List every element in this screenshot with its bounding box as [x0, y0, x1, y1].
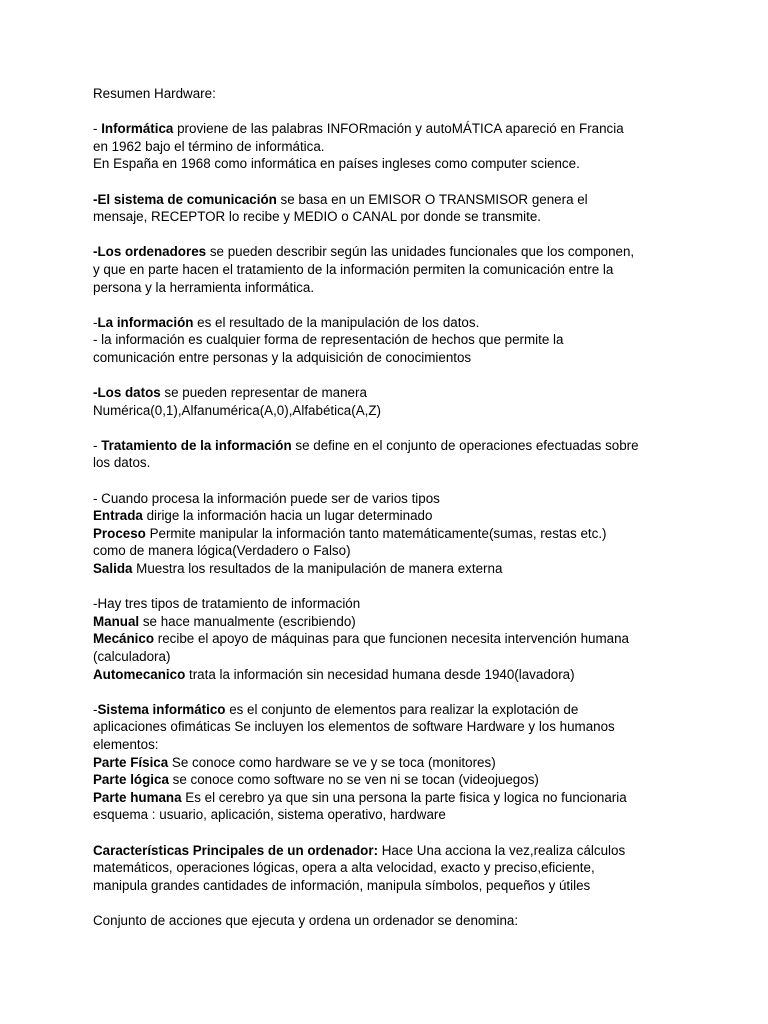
text-line: [93, 507, 733, 525]
paragraph-spacer: [93, 824, 733, 842]
text-line: [93, 595, 733, 613]
paragraph-spacer: [93, 367, 733, 385]
text-line: [93, 490, 733, 508]
document-body: [93, 103, 733, 930]
text-line: [93, 314, 733, 332]
text-run: se conoce como software no se ven ni se tocan (videojuegos): [168, 772, 539, 788]
text-run: En España en 1968 como informática en países ingleses como computer science.: [93, 156, 580, 172]
text-line: [93, 525, 733, 543]
text-line: [93, 666, 733, 684]
text-line: [93, 279, 733, 297]
text-run: manipula grandes cantidades de información, manipula símbolos, pequeños y útiles: [93, 877, 591, 893]
bold-term: Manual: [93, 613, 140, 629]
paragraph: [93, 120, 733, 173]
paragraph-spacer: [93, 683, 733, 701]
text-run: -: [93, 701, 98, 717]
text-line: [93, 912, 733, 930]
text-line: [93, 331, 733, 349]
text-line: [93, 789, 733, 807]
text-run: Conjunto de acciones que ejecuta y ordena un ordenador se denomina:: [93, 912, 519, 928]
text-line: [93, 613, 733, 631]
text-run: recibe el apoyo de máquinas para que funcionen necesita intervención humana: [154, 631, 629, 647]
text-line: [93, 736, 733, 754]
text-run: Hace Una acciona la vez,realiza cálculos: [378, 842, 626, 858]
paragraph: [93, 842, 733, 895]
bold-term: Tratamiento de la información: [101, 437, 292, 453]
text-line: [93, 701, 733, 719]
text-run: Es el cerebro ya que sin una persona la parte fisica y logica no funcionaria: [181, 789, 627, 805]
text-run: elementos:: [93, 736, 159, 752]
paragraph: [93, 912, 733, 930]
text-run: esquema : usuario, aplicación, sistema operativo, hardware: [93, 807, 446, 823]
text-run: se basa en un EMISOR O TRANSMISOR genera el: [276, 191, 588, 207]
paragraph: [93, 490, 733, 578]
text-line: [93, 155, 733, 173]
text-line: [93, 754, 733, 772]
text-line: [93, 191, 733, 209]
text-run: como de manera lógica(Verdadero o Falso): [93, 543, 351, 559]
paragraph-spacer: [93, 472, 733, 490]
paragraph: [93, 314, 733, 367]
text-run: trata la información sin necesidad humana desde 1940(lavadora): [185, 666, 575, 682]
text-line: [93, 542, 733, 560]
text-run: Numérica(0,1),Alfanumérica(A,0),Alfabética(A,Z): [93, 402, 381, 418]
paragraph-spacer: [93, 578, 733, 596]
bold-term: Automecanico: [93, 666, 186, 682]
text-line: [93, 648, 733, 666]
text-run: mensaje, RECEPTOR lo recibe y MEDIO o CANAL por donde se transmite.: [93, 209, 542, 225]
text-line: [93, 138, 733, 156]
document-title: Resumen Hardware:: [93, 86, 216, 101]
text-line: [93, 384, 733, 402]
text-run: Se conoce como hardware se ve y se toca (monitores): [168, 754, 496, 770]
text-run: se pueden describir según las unidades funcionales que los componen,: [206, 244, 635, 260]
paragraph: [93, 595, 733, 683]
text-run: proviene de las palabras INFORmación y autoMÁTICA apareció en Francia: [173, 121, 624, 137]
text-run: - la información es cualquier forma de representación de hechos que permite la: [93, 332, 564, 348]
bold-term: Proceso: [93, 525, 146, 541]
text-run: - Cuando procesa la información puede ser de varios tipos: [93, 490, 440, 506]
paragraph: [93, 191, 733, 226]
bold-term: Mecánico: [93, 631, 155, 647]
bold-term: Parte lógica: [93, 772, 169, 788]
bold-term: Características Principales de un ordenador:: [93, 842, 379, 858]
text-line: [93, 437, 733, 455]
paragraph-spacer: [93, 894, 733, 912]
bold-term: -Los datos: [93, 385, 161, 401]
text-line: [93, 806, 733, 824]
text-line: [93, 877, 733, 895]
document-page: [93, 85, 733, 930]
text-line: [93, 718, 733, 736]
text-run: se define en el conjunto de operaciones efectuadas sobre: [291, 437, 639, 453]
paragraph: [93, 243, 733, 296]
text-line: [93, 402, 733, 420]
text-line: [93, 859, 733, 877]
text-run: (calculadora): [93, 649, 171, 664]
bold-term: La información: [97, 314, 194, 330]
text-line: [93, 630, 733, 648]
text-line: [93, 349, 733, 367]
text-run: -: [93, 314, 98, 330]
bold-term: Parte humana: [93, 789, 182, 805]
bold-term: Sistema informático: [97, 701, 226, 717]
bold-term: Salida: [93, 561, 133, 577]
text-run: y que en parte hacen el tratamiento de la información permiten la comunicación entre la: [93, 261, 614, 277]
paragraph-spacer: [93, 103, 733, 121]
text-run: se pueden representar de manera: [160, 385, 367, 401]
text-run: en 1962 bajo el término de informática.: [93, 138, 325, 154]
text-line: [93, 120, 733, 138]
text-run: es el conjunto de elementos para realizar la explotación de: [225, 701, 579, 717]
paragraph-spacer: [93, 173, 733, 191]
text-run: -: [93, 437, 102, 453]
paragraph-spacer: [93, 296, 733, 314]
text-line: [93, 208, 733, 226]
text-run: se hace manualmente (escribiendo): [139, 613, 356, 629]
bold-term: Entrada: [93, 508, 143, 524]
text-run: Permite manipular la información tanto matemáticamente(sumas, restas etc.): [145, 525, 607, 541]
paragraph-spacer: [93, 226, 733, 244]
paragraph: [93, 437, 733, 472]
text-line: [93, 261, 733, 279]
bold-term: Informática: [101, 121, 174, 137]
paragraph: [93, 384, 733, 419]
bold-term: -Los ordenadores: [93, 244, 207, 260]
text-line: [93, 771, 733, 789]
text-run: -: [93, 121, 102, 137]
text-run: -Hay tres tipos de tratamiento de información: [93, 596, 361, 612]
text-run: es el resultado de la manipulación de los datos.: [193, 314, 480, 330]
text-run: comunicación entre personas y la adquisición de conocimientos: [93, 349, 472, 365]
text-run: matemáticos, operaciones lógicas, opera a alta velocidad, exacto y preciso,eficiente,: [93, 860, 595, 876]
text-run: dirige la información hacia un lugar determinado: [142, 508, 433, 524]
text-run: persona y la herramienta informática.: [93, 279, 315, 295]
paragraph: [93, 701, 733, 824]
text-line: [93, 842, 733, 860]
text-run: Muestra los resultados de la manipulación de manera externa: [132, 561, 503, 577]
bold-term: -El sistema de comunicación: [93, 191, 277, 207]
text-run: los datos.: [93, 455, 151, 471]
text-line: [93, 560, 733, 578]
text-run: aplicaciones ofimáticas Se incluyen los elementos de software Hardware y los humanos: [93, 719, 615, 735]
paragraph-spacer: [93, 419, 733, 437]
bold-term: Parte Física: [93, 754, 169, 770]
text-line: [93, 454, 733, 472]
text-line: [93, 243, 733, 261]
